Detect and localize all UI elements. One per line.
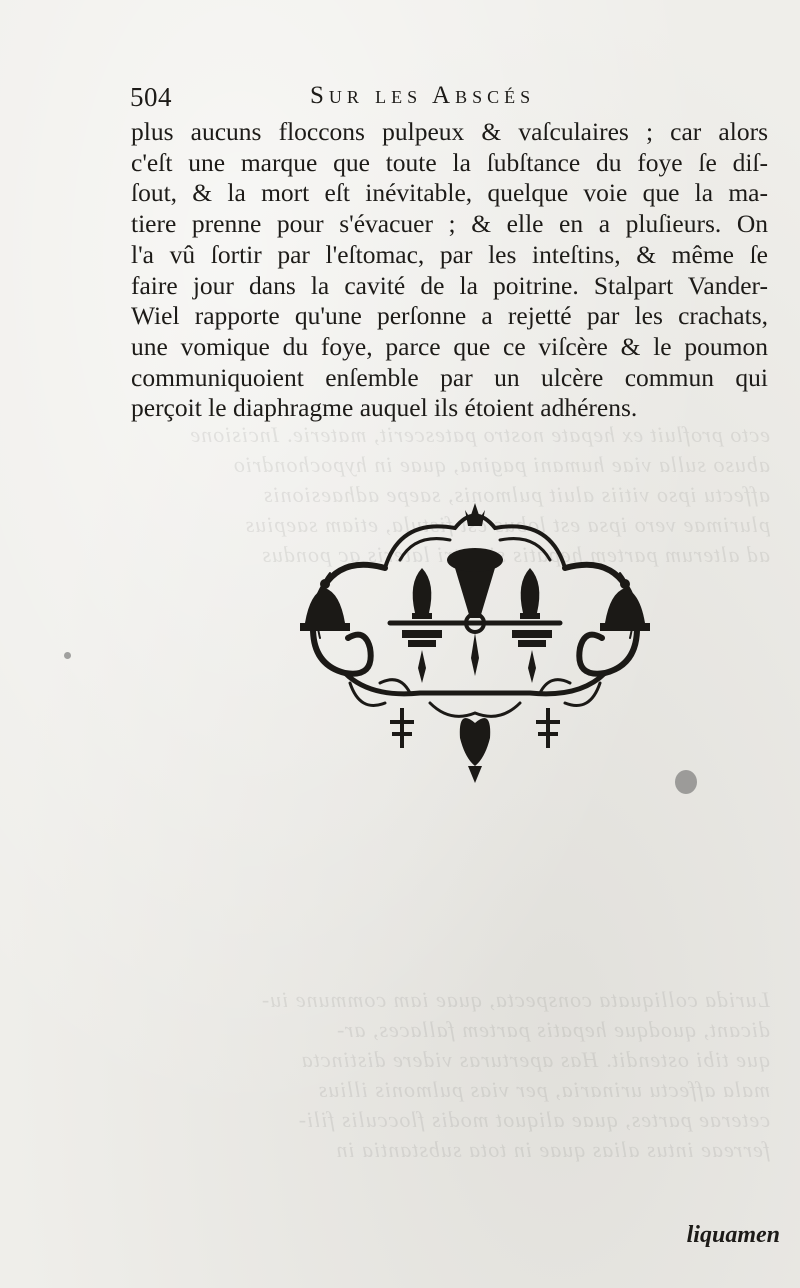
catchword: liquamen	[686, 1222, 780, 1248]
text-line: une vomique du foye, parce que ce viſcère & le poumon	[131, 331, 768, 361]
text-line: communiquoient enſemble par un ulcère commun qui	[131, 362, 768, 392]
tailpiece-ornament	[290, 498, 660, 788]
ink-speck	[64, 652, 71, 659]
text-line: plus aucuns floccons pulpeux & vaſculaires ; car alors	[131, 117, 768, 146]
body-paragraph	[131, 117, 768, 424]
paper-blemish	[675, 770, 697, 794]
text-line: Wiel rapporte qu'une perſonne a rejetté par les crachats,	[131, 301, 768, 331]
show-through-text-lower: Lurida colliquata conspecta, quae iam commune iu- dicant, quodque hepatis partem fallaces, ar- que tibi ostendit. Has aperturas videre distincta mala affectu urinaria, per vias pulmonis illius ceterae partes, quae aliquot modis flocculis fili- ferreae intus alias quae in tota substantia in	[260, 987, 770, 1162]
text-line: ſout, & la mort eſt inévitable, quelque voie que la ma-	[131, 178, 768, 208]
text-line: c'eſt une marque que toute la ſubſtance du foye ſe diſ-	[131, 147, 768, 177]
text-line: tiere prenne pour s'évacuer ; & elle en a pluſieurs. On	[131, 209, 768, 239]
text-line: faire jour dans la cavité de la poitrine. Stalpart Vander-	[131, 270, 768, 300]
page-number: 504	[130, 82, 172, 112]
show-through-text: ecto profluit ex hepate nostro patescerit, materie. Incisione abuso sulla viae humani pagina, quae in hypochondrio affectu ipso vitiis aluit pulmonis, saepe adhaesionis plurimae vero ipsa est lobus est fistula, etiam saepius ad alterum partem hepatis sinistri lateris ac pondus	[189, 422, 770, 567]
text-line: l'a vû ſortir par l'eſtomac, par les inteſtins, & même ſe	[131, 239, 768, 269]
text-line: perçoit le diaphragme auquel ils étoient adhérens.	[131, 393, 638, 423]
page-header	[130, 80, 770, 120]
running-head: Sur les Abscés	[310, 82, 536, 109]
